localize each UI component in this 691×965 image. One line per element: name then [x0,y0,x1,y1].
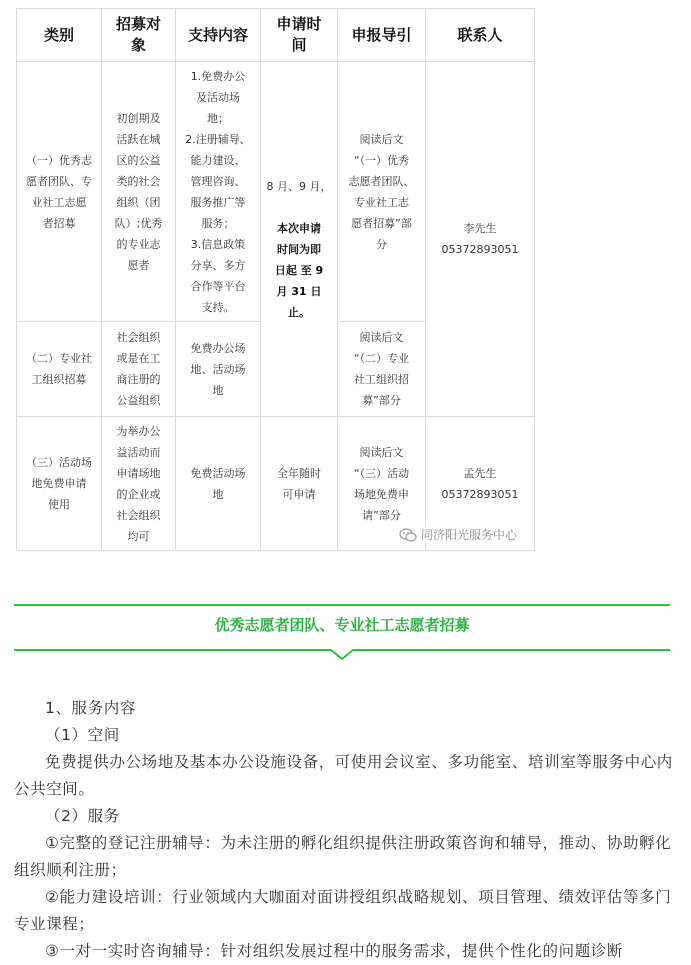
service-content-body [14,695,682,965]
cell-target: 社会组织 或是在工 商注册的 公益组织 [102,322,176,417]
cell-guide: 阅读后文 “（三）活动 场地免费申 请”部分 [338,417,426,551]
cell-category: （一）优秀志 愿者团队、专 业社工志愿 者招募 [17,62,102,322]
cell-support: 免费活动场 地 [176,417,261,551]
cell-contact: 孟先生 05372893051 [426,417,535,551]
section-title: 优秀志愿者团队、专业社工志愿者招募 [214,616,470,634]
paragraph: ①完整的登记注册辅导：为未注册的孵化组织提供注册政策咨询和辅导，推动、协助孵化组织顺利注册； [14,834,672,879]
cell-target: 初创期及 活跃在城 区的公益 类的社会 组织（团 队）;优秀 的专业志 愿者 [102,62,176,322]
header-support: 支持内容 [176,9,261,62]
cell-time-bold: 本次申请 时间为即 日起 至 9 月 31 日 止。 [274,222,324,319]
recruitment-table [16,8,535,551]
cell-time [261,62,338,417]
recruitment-table-wrapper [16,8,535,551]
table-header-row [17,9,535,62]
header-contact: 联系人 [426,9,535,62]
wechat-icon [399,528,417,542]
cell-guide: 阅读后文 “（二）专业 社工组织招 募”部分 [338,322,426,417]
header-target: 招募对 象 [102,9,176,62]
cell-category: （三）活动场 地免费申请 使用 [17,417,102,551]
watermark-text: 同济阳光服务中心 [421,528,518,542]
paragraph: 免费提供办公场地及基本办公设施设备，可使用会议室、多功能室、培训室等服务中心内公共空间。 [14,753,673,798]
banner-top-line [14,604,670,606]
cell-time-prefix: 8 月、9 月， [266,180,332,193]
account-watermark [396,526,520,543]
cell-contact: 李先生 05372893051 [426,62,535,417]
paragraph: ②能力建设培训：行业领域内大咖面对面讲授组织战略规划、项目管理、绩效评估等多门专业课程； [14,888,672,933]
paragraph-subheading: （2）服务 [45,807,120,825]
cell-time: 全年随时 可申请 [261,417,338,551]
cell-support: 免费办公场 地、活动场 地 [176,322,261,417]
header-time: 申请时 间 [261,9,338,62]
table-row [17,62,535,322]
cell-guide: 阅读后文 “（一）优秀 志愿者团队、 专业社工志 愿者招募”部 分 [338,62,426,322]
paragraph-subheading: （1）空间 [45,726,120,744]
header-category: 类别 [17,9,102,62]
paragraph-heading: 1、服务内容 [45,699,136,717]
header-guide: 申报导引 [338,9,426,62]
paragraph: ③一对一实时咨询辅导：针对组织发展过程中的服务需求，提供个性化的问题诊断 [45,942,623,960]
section-banner [14,604,670,658]
banner-notch-icon [331,649,353,661]
cell-category: （二）专业社 工组织招募 [17,322,102,417]
cell-target: 为举办公 益活动而 申请场地 的企业或 社会组织 均可 [102,417,176,551]
cell-support: 1.免费办公 及活动场 地； 2.注册辅导、 能力建设、 管理咨询、 服务推广等 服务； 3.信息政策 分享、多方 合作等平台 支持。 [176,62,261,322]
